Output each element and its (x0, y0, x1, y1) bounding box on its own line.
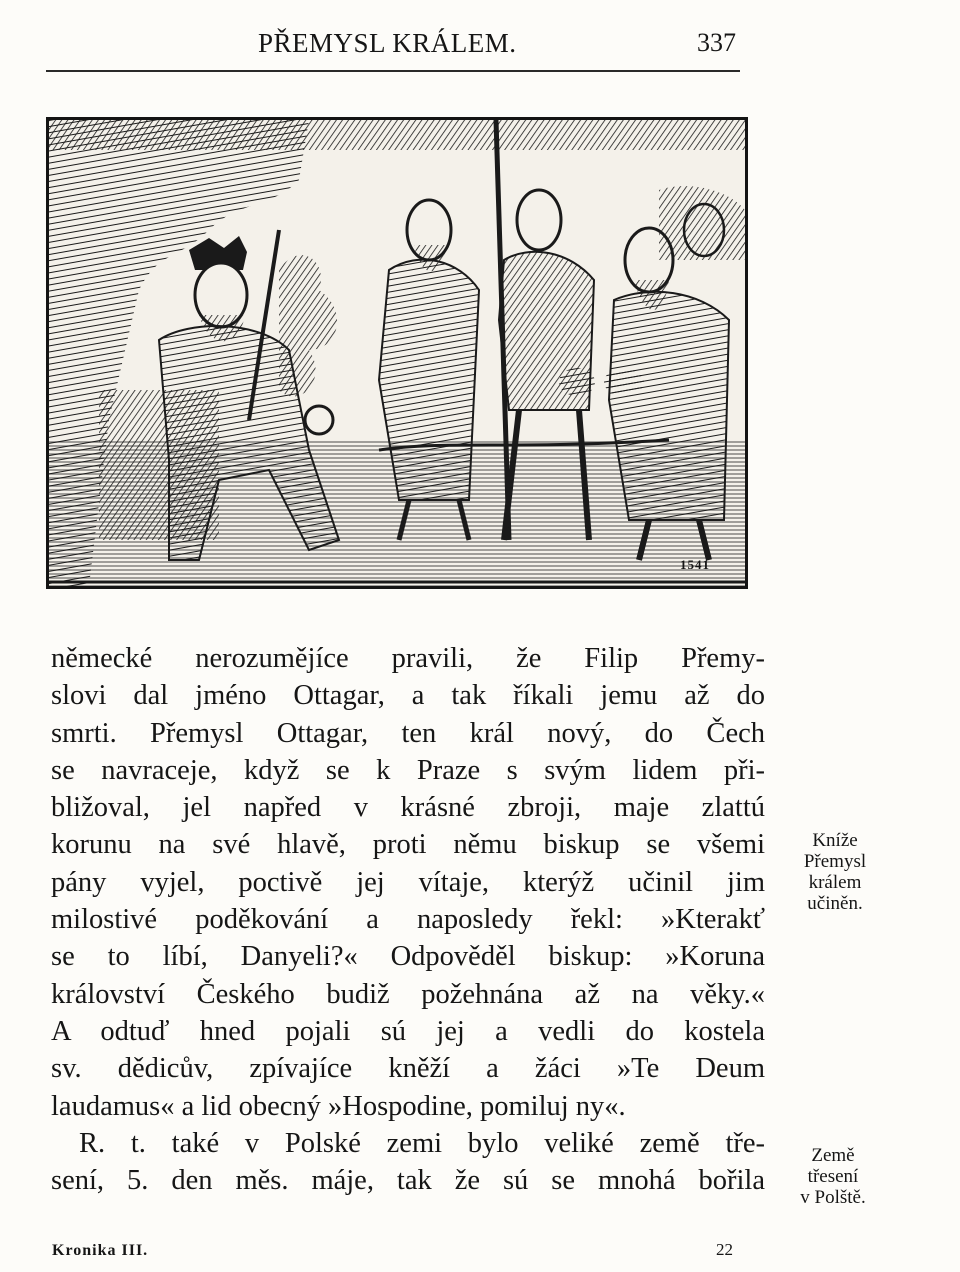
margin-note-line: králem (808, 872, 862, 893)
text-line: korunu na své hlavě, proti němu biskup se všemi (51, 829, 765, 861)
sheet-number: 22 (716, 1240, 733, 1259)
foliage (279, 255, 337, 396)
text-line: laudamus« a lid obecný »Hospodine, pomiluj ny«. (51, 1090, 626, 1122)
text-line: království Českého budiž požehnána až na věky.« (51, 978, 765, 1010)
margin-note-line: v Polště. (800, 1187, 866, 1208)
margin-note-earthquake (772, 1145, 894, 1208)
text-line: se navraceje, když se k Praze s svým lidem při- (51, 754, 765, 786)
header-rule (46, 70, 740, 72)
text-line: sení, 5. den měs. máje, tak že sú se mnohá bořila (51, 1165, 765, 1197)
woodcut-scene (49, 120, 745, 586)
margin-note-line: učiněn. (807, 893, 863, 914)
text-line: milostivé poděkování a naposledy řekl: »Kterakť (51, 904, 765, 936)
text-line: se to líbí, Danyeli?« Odpověděl biskup: »Koruna (51, 941, 765, 973)
text-line: německé nerozumějíce pravili, že Filip Přemy- (51, 643, 765, 674)
margin-note-line: Přemysl (803, 851, 867, 872)
woodcut-illustration (46, 117, 748, 589)
body-text (51, 640, 765, 1199)
text-line: pány vyjel, poctivě jej vítaje, kterýž učinil jim (51, 866, 765, 898)
canopy-top (49, 120, 745, 150)
running-title: PŘEMYSL KRÁLEM. (258, 28, 517, 58)
margin-note-line: Země (811, 1145, 855, 1166)
margin-note-line: třesení (807, 1166, 859, 1187)
text-line: A odtuď hned pojali sú jej a vedli do kostela (51, 1015, 765, 1047)
printer-signature: Kronika III. (52, 1242, 149, 1259)
text-line: R. t. také v Polské zemi bylo veliké země tře- (79, 1127, 765, 1159)
text-line: bližoval, jel napřed v krásné zbroji, maje zlattú (51, 792, 765, 824)
text-line: sv. dědicův, zpívajíce kněží a žáci »Te Deum (51, 1053, 765, 1085)
page-number: 337 (697, 28, 736, 57)
margin-note-line: Kníže (812, 830, 858, 851)
text-line: slovi dal jméno Ottagar, a tak říkali jemu až do (51, 680, 765, 712)
margin-note-coronation (780, 830, 890, 914)
text-line: smrti. Přemysl Ottagar, ten král nový, do Čech (51, 717, 765, 749)
woodcut-date-mark: 1541 (680, 557, 710, 572)
